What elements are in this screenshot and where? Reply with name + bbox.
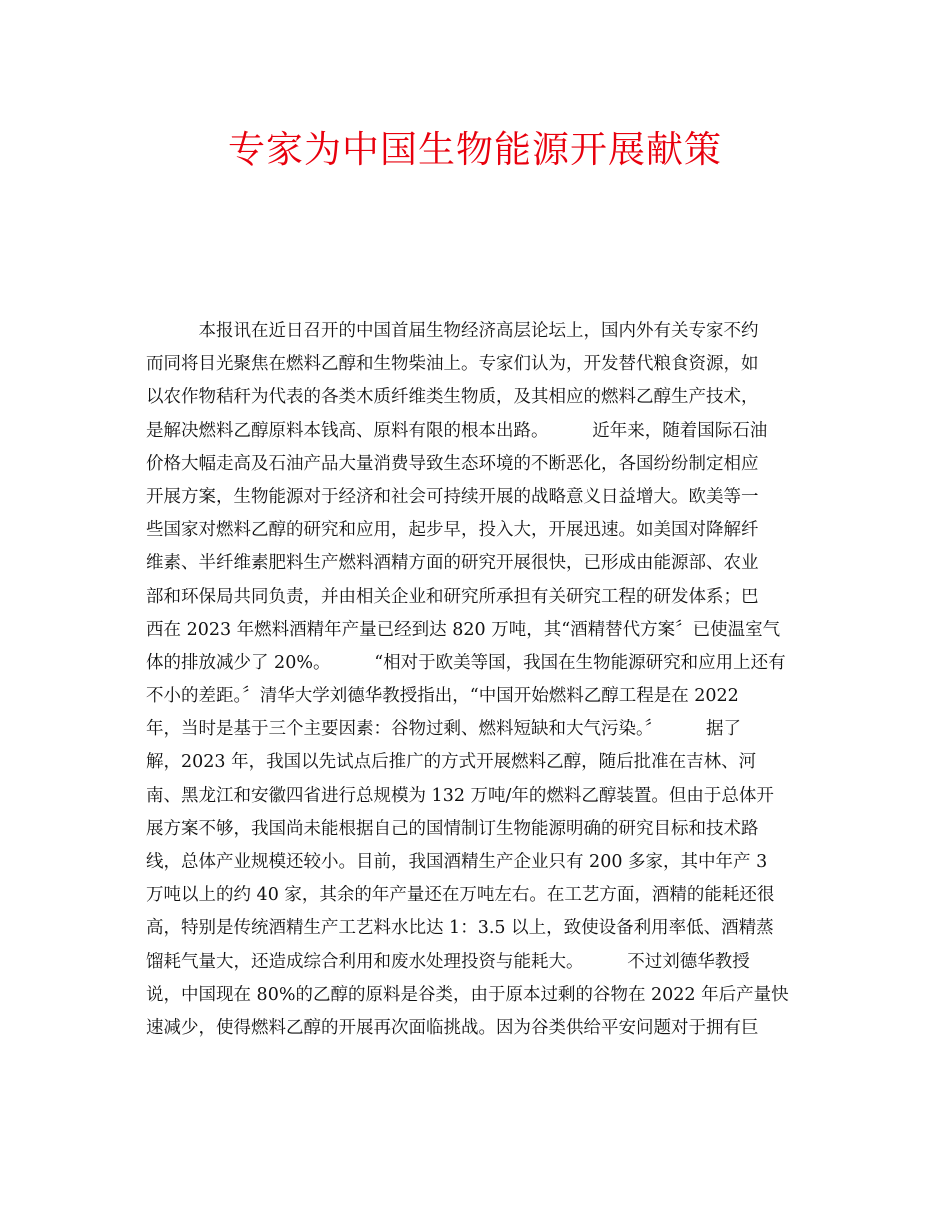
article-body (146, 315, 806, 1045)
text-line: 说，中国现在 80%的乙醇的原料是谷类，由于原本过剩的谷物在 2022 年后产量快 (146, 984, 789, 1005)
text-line: 年，当时是基于三个主要因素：谷物过剩、燃料短缺和大气污染。〞 据了 (146, 719, 741, 740)
text-line: 高，特别是传统酒精生产工艺料水比达 1：3.5 以上，致使设备利用率低、酒精蒸 (146, 918, 774, 939)
text-line: 本报讯在近日召开的中国首届生物经济高层论坛上，国内外有关专家不约 (146, 321, 759, 341)
text-line: 开展方案，生物能源对于经济和社会可持续开展的战略意义日益增大。欧美等一 (146, 486, 759, 507)
text-line: 是解决燃料乙醇原料本钱高、原料有限的根本出路。 近年来，随着国际石油 (146, 420, 768, 441)
text-line: 些国家对燃料乙醇的研究和应用，起步早，投入大，开展迅速。如美国对降解纤 (146, 520, 759, 541)
text-line: 西在 2023 年燃料酒精年产量已经到达 820 万吨，其“酒精替代方案〞已使温室气 (146, 619, 781, 640)
text-line: 价格大幅走高及石油产品大量消费导致生态环境的不断恶化，各国纷纷制定相应 (146, 453, 759, 474)
text-line: 体的排放减少了 20%。 “相对于欧美等国，我国在生物能源研究和应用上还有 (146, 652, 786, 673)
text-line: 部和环保局共同负责，并由相关企业和研究所承担有关研究工程的研发体系；巴 (146, 586, 759, 607)
document-title: 专家为中国生物能源开展献策 (228, 128, 722, 171)
text-line: 维素、半纤维素肥料生产燃料酒精方面的研究开展很快，已形成由能源部、农业 (146, 553, 759, 574)
text-line: 南、黑龙江和安徽四省进行总规模为 132 万吨/年的燃料乙醇装置。但由于总体开 (146, 785, 774, 806)
text-line: 万吨以上的约 40 家，其余的年产量还在万吨左右。在工艺方面，酒精的能耗还很 (146, 885, 775, 906)
text-line: 速减少，使得燃料乙醇的开展再次面临挑战。因为谷类供给平安问题对于拥有巨 (146, 1017, 759, 1038)
text-line: 而同将目光聚焦在燃料乙醇和生物柴油上。专家们认为，开发替代粮食资源，如 (146, 354, 759, 375)
text-line: 线，总体产业规模还较小。目前，我国酒精生产企业只有 200 多家，其中年产 3 (146, 852, 768, 872)
text-line: 以农作物秸秆为代表的各类木质纤维类生物质，及其相应的燃料乙醇生产技术， (146, 387, 759, 408)
text-line: 展方案不够，我国尚未能根据自己的国情制订生物能源明确的研究目标和技术路 (146, 818, 759, 839)
text-line: 解，2023 年，我国以先试点后推广的方式开展燃料乙醇，随后批准在吉林、河 (146, 752, 757, 773)
text-line: 不小的差距。〞清华大学刘德华教授指出，“中国开始燃料乙醇工程是在 2022 (146, 686, 739, 707)
text-line: 馏耗气量大，还造成综合利用和废水处理投资与能耗大。 不过刘德华教授 (146, 951, 750, 972)
